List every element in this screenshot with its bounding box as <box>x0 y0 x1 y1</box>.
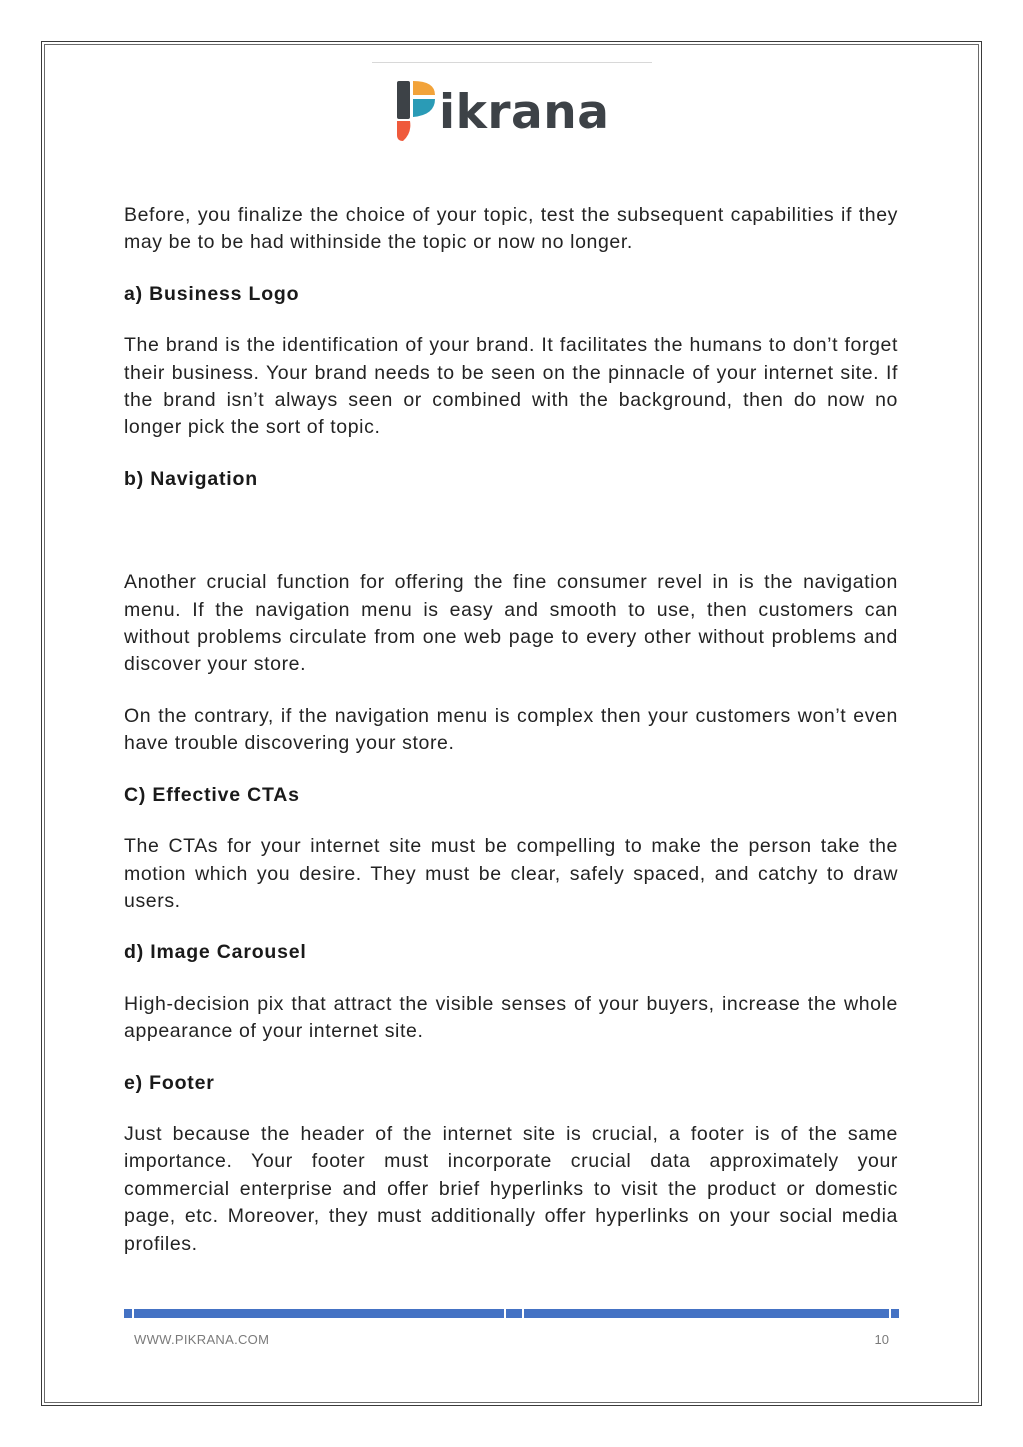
heading-image-carousel: d) Image Carousel <box>124 941 307 964</box>
paragraph-effective-ctas: The CTAs for your internet site must be compelling to make the person take the motion which you desire. They must be clear, safely spaced, and catchy to draw users. <box>124 835 898 912</box>
footer-bar-divider <box>522 1309 524 1318</box>
logo-p-icon <box>395 75 447 145</box>
paragraph-navigation-1: Another crucial function for offering the fine consumer revel in is the navigation menu. If the navigation menu is easy and smooth to use, then customers can without problems circulate from one web page to every other without problems and discover your store. <box>124 571 898 676</box>
intro-paragraph: Before, you finalize the choice of your topic, test the subsequent capabilities if they may be to be had withinside the topic or now no longer. <box>124 204 898 254</box>
footer-bar-divider <box>132 1309 134 1318</box>
heading-footer: e) Footer <box>124 1071 215 1094</box>
footer-website: WWW.PIKRANA.COM <box>134 1332 270 1347</box>
pikrana-logo <box>395 74 635 146</box>
blank-space <box>124 517 898 569</box>
page-number: 10 <box>874 1332 889 1347</box>
footer-bar-divider <box>504 1309 506 1318</box>
heading-business-logo: a) Business Logo <box>124 282 300 305</box>
heading-navigation: b) Navigation <box>124 467 258 490</box>
logo-wordmark: ikrana <box>439 84 610 140</box>
paragraph-business-logo: The brand is the identification of your brand. It facilitates the humans to don’t forget their business. Your brand needs to be seen on the pinnacle of your internet site. If the brand isn’t always seen or combined with the background, then do now no longer pick the sort of topic. <box>124 334 898 439</box>
footer-bar-divider <box>889 1309 891 1318</box>
heading-effective-ctas: C) Effective CTAs <box>124 783 300 806</box>
paragraph-footer: Just because the header of the internet site is crucial, a footer is of the same importance. Your footer must incorporate crucial data approximately your commercial enterprise and offer brief hyperlinks to visit the product or domestic page, etc. Moreover, they must additionally offer hyperlinks on your social media profiles. <box>124 1122 898 1255</box>
header-rule <box>372 62 652 63</box>
document-body <box>124 202 898 1282</box>
paragraph-image-carousel: High-decision pix that attract the visible senses of your buyers, increase the whole appearance of your internet site. <box>124 992 898 1043</box>
footer-accent-bar <box>124 1309 899 1318</box>
paragraph-navigation-2: On the contrary, if the navigation menu is complex then your customers won’t even have trouble discovering your store. <box>124 704 898 755</box>
